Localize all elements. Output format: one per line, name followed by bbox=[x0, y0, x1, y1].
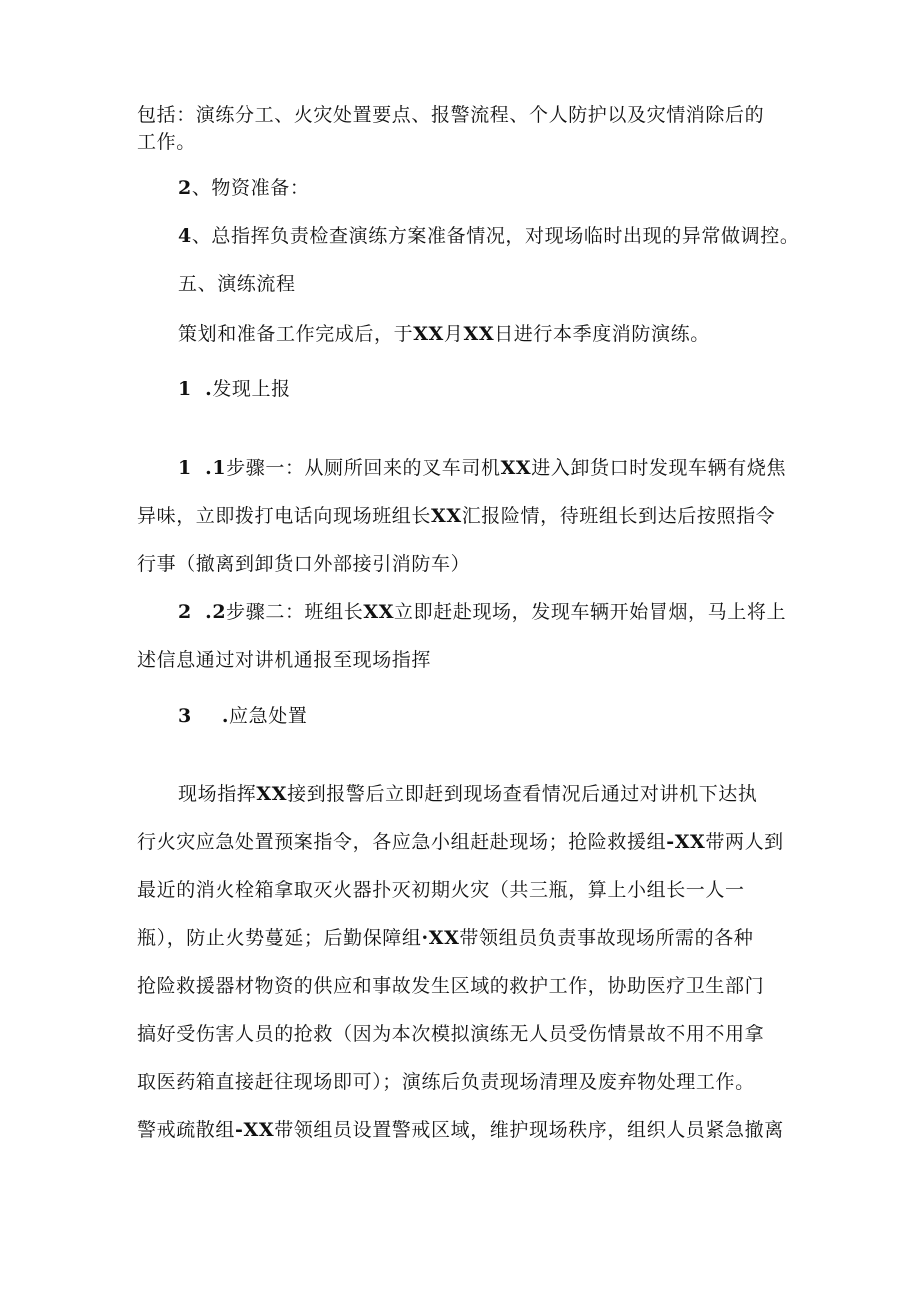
paragraph-line bbox=[178, 322, 710, 346]
section-heading bbox=[178, 272, 296, 296]
sub-number: .1 bbox=[205, 457, 227, 479]
text: 行火灾应急处置预案指令，各应急小组赶赴现场；抢险救援组 bbox=[137, 831, 667, 853]
item-number: 1 bbox=[178, 457, 192, 479]
item-number: 2 bbox=[178, 177, 192, 199]
text: 最近的消火栓箱拿取灭火器扑灭初期火灾（共三瓶，算上小组长一人一 bbox=[137, 879, 745, 901]
paragraph-line bbox=[137, 130, 196, 154]
text: 日进行本季度消防演练。 bbox=[494, 323, 710, 345]
text: 取医药箱直接赶往现场即可）；演练后负责现场清理及废弃物处理工作。 bbox=[137, 1071, 755, 1093]
text: 带两人到 bbox=[705, 831, 784, 853]
text: 工作。 bbox=[137, 131, 196, 153]
item-dot: . bbox=[205, 378, 213, 400]
text: 瓶），防止火势蔓延；后勤保障组 bbox=[137, 927, 422, 949]
paragraph-line bbox=[137, 504, 775, 528]
item-dot: . bbox=[221, 705, 230, 727]
text: 现场指挥 bbox=[178, 783, 257, 805]
paragraph-line bbox=[178, 600, 786, 624]
paragraph-line bbox=[137, 878, 745, 902]
placeholder-name: XX bbox=[256, 783, 288, 805]
text: 带领组员设置警戒区域，维护现场秩序，组织人员紧急撤离 bbox=[274, 1119, 784, 1141]
paragraph-line bbox=[178, 456, 786, 480]
paragraph-line bbox=[178, 782, 758, 806]
text: 接到报警后立即赶到现场查看情况后通过对讲机下达执 bbox=[287, 783, 758, 805]
text: 汇报险情，待班组长到达后按照指令 bbox=[461, 505, 776, 527]
placeholder-name: XX bbox=[413, 323, 444, 345]
paragraph-line bbox=[137, 1022, 764, 1046]
subsection-heading bbox=[178, 377, 291, 401]
placeholder-name: XX bbox=[500, 457, 532, 479]
paragraph-line bbox=[137, 974, 764, 998]
text: 策划和准备工作完成后，于 bbox=[178, 323, 414, 345]
item-number: 2 bbox=[178, 601, 192, 623]
text: 警戒疏散组 bbox=[137, 1119, 236, 1141]
subsection-heading bbox=[178, 704, 307, 728]
text: 搞好受伤害人员的抢救（因为本次模拟演练无人员受伤情景故不用不用拿 bbox=[137, 1023, 765, 1045]
text: 包括：演练分工、火灾处置要点、报警流程、个人防护以及灾情消除后的 bbox=[137, 104, 765, 126]
placeholder-name: -XX bbox=[235, 1119, 275, 1141]
placeholder-name: -XX bbox=[666, 831, 706, 853]
heading-text: 发现上报 bbox=[212, 378, 291, 400]
paragraph-line bbox=[137, 1070, 755, 1094]
text: 、总指挥负责检查演练方案准备情况，对现场临时出现的异常做调控。 bbox=[191, 225, 800, 247]
text: 进入卸货口时发现车辆有烧焦 bbox=[531, 457, 787, 479]
placeholder-name: XX bbox=[463, 323, 495, 345]
sub-number: .2 bbox=[205, 601, 227, 623]
text: 述信息通过对讲机通报至现场指挥 bbox=[137, 649, 432, 671]
placeholder-name: ·XX bbox=[421, 927, 460, 949]
placeholder-name: XX bbox=[431, 505, 462, 527]
item-number: 1 bbox=[178, 378, 192, 400]
paragraph-line bbox=[137, 552, 470, 576]
paragraph-line bbox=[137, 1118, 784, 1142]
paragraph-line bbox=[137, 830, 784, 854]
item-number: 3 bbox=[178, 705, 192, 727]
heading-text: 五、演练流程 bbox=[178, 273, 296, 295]
section-item bbox=[178, 224, 799, 248]
text: 立即赶赴现场，发现车辆开始冒烟，马上将上 bbox=[394, 601, 787, 623]
section-item bbox=[178, 176, 309, 200]
paragraph-line bbox=[137, 926, 753, 950]
text: 行事（撤离到卸货口外部接引消防车） bbox=[137, 553, 471, 575]
placeholder-name: XX bbox=[363, 601, 395, 623]
item-number: 4 bbox=[178, 225, 192, 247]
text: 、物资准备： bbox=[191, 177, 310, 199]
text: 异味，立即拨打电话向现场班组长 bbox=[137, 505, 432, 527]
text: 带领组员负责事故现场所需的各种 bbox=[459, 927, 754, 949]
text: 步骤一：从厕所回来的叉车司机 bbox=[226, 457, 501, 479]
text: 月 bbox=[443, 323, 464, 345]
text: 抢险救援器材物资的供应和事故发生区域的救护工作，协助医疗卫生部门 bbox=[137, 975, 765, 997]
paragraph-line bbox=[137, 648, 431, 672]
paragraph-line bbox=[137, 103, 764, 127]
heading-text: 应急处置 bbox=[229, 705, 308, 727]
text: 步骤二：班组长 bbox=[226, 601, 364, 623]
